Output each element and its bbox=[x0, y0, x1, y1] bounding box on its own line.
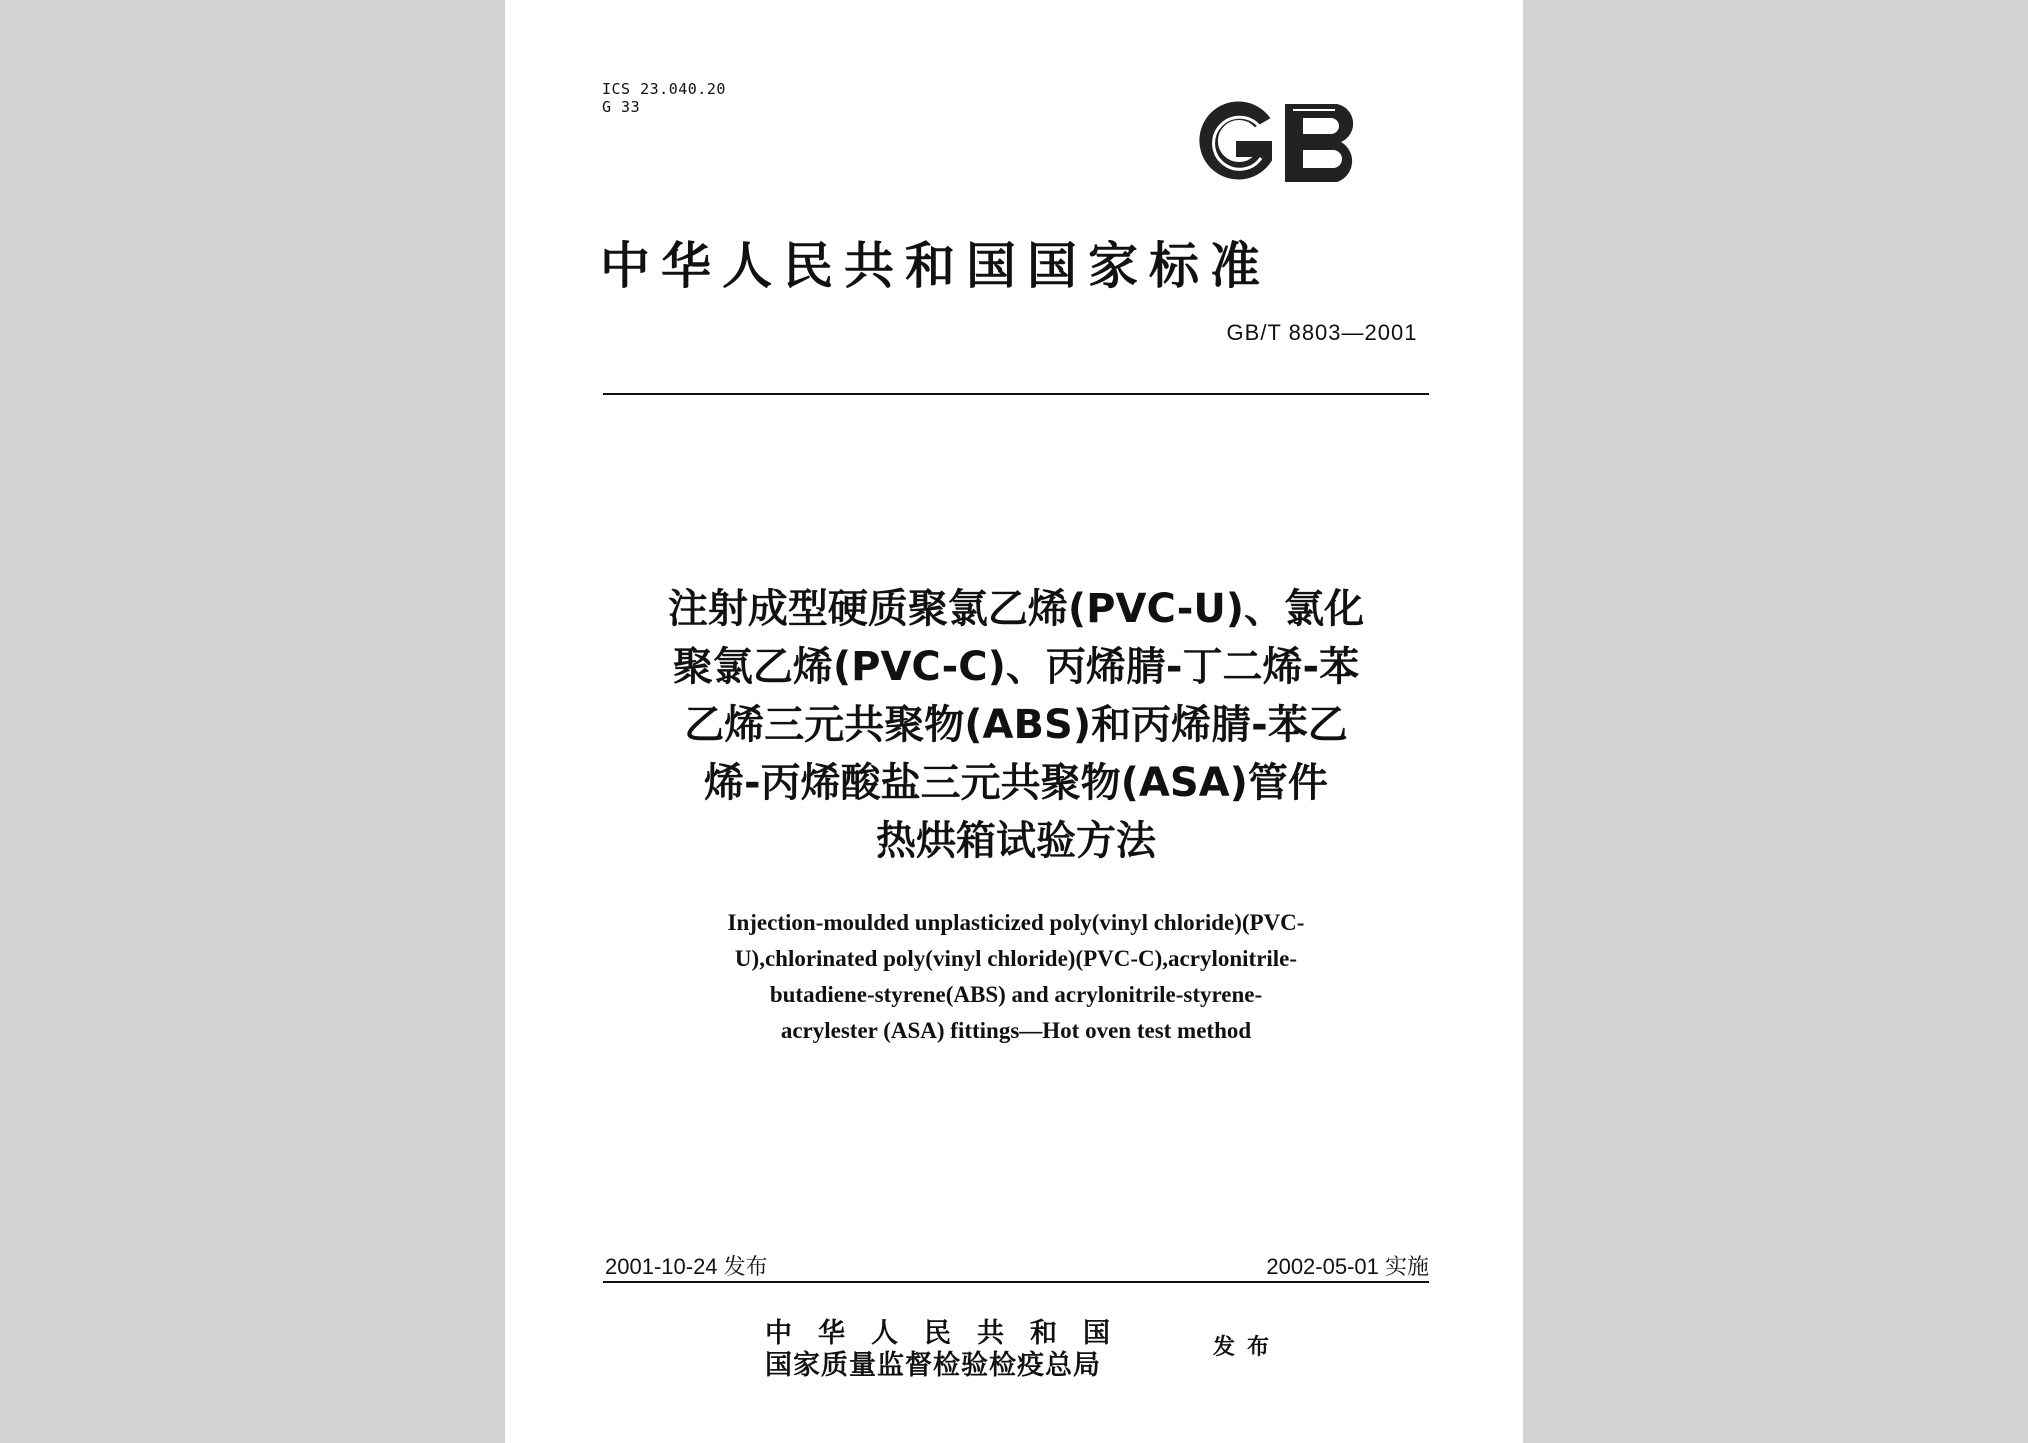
title-english bbox=[603, 905, 1429, 1049]
title-zh-line-4: 烯-丙烯酸盐三元共聚物(ASA)管件 bbox=[704, 760, 1328, 806]
national-standard-title: 中华人民共和国国家标准 bbox=[600, 237, 1271, 295]
document-page bbox=[505, 0, 1523, 1443]
issue-label: 发布 bbox=[1213, 1335, 1282, 1360]
issuing-authority bbox=[765, 1318, 1136, 1382]
title-zh-line-5: 热烘箱试验方法 bbox=[876, 818, 1156, 864]
implement-date: 2002-05-01 实施 bbox=[1266, 1254, 1429, 1279]
title-zh-line-3: 乙烯三元共聚物(ABS)和丙烯腈-苯乙 bbox=[684, 702, 1348, 748]
issuer-line-1: 中华人民共和国 bbox=[765, 1318, 1136, 1349]
issuer-line-2: 国家质量监督检验检疫总局 bbox=[765, 1350, 1101, 1381]
title-en-line-2: U),chlorinated poly(vinyl chloride)(PVC-C),acrylonitrile- bbox=[734, 946, 1298, 971]
title-en-line-4: acrylester (ASA) fittings—Hot oven test method bbox=[780, 1018, 1252, 1043]
classification-codes bbox=[602, 80, 726, 116]
gb-logo-icon bbox=[1189, 96, 1373, 188]
ccs-code: G 33 bbox=[602, 98, 641, 116]
title-chinese bbox=[603, 580, 1429, 870]
footer-divider bbox=[603, 1281, 1429, 1283]
title-en-line-3: butadiene-styrene(ABS) and acrylonitrile-styrene- bbox=[769, 982, 1263, 1007]
title-zh-line-1: 注射成型硬质聚氯乙烯(PVC-U)、氯化 bbox=[667, 586, 1365, 632]
header-divider bbox=[603, 393, 1429, 395]
title-zh-line-2: 聚氯乙烯(PVC-C)、丙烯腈-丁二烯-苯 bbox=[672, 644, 1360, 690]
ics-code: ICS 23.040.20 bbox=[602, 80, 726, 98]
issue-date: 2001-10-24 发布 bbox=[605, 1254, 768, 1279]
title-en-line-1: Injection-moulded unplasticized poly(vinyl chloride)(PVC- bbox=[727, 910, 1305, 935]
standard-number: GB/T 8803—2001 bbox=[1226, 320, 1418, 345]
